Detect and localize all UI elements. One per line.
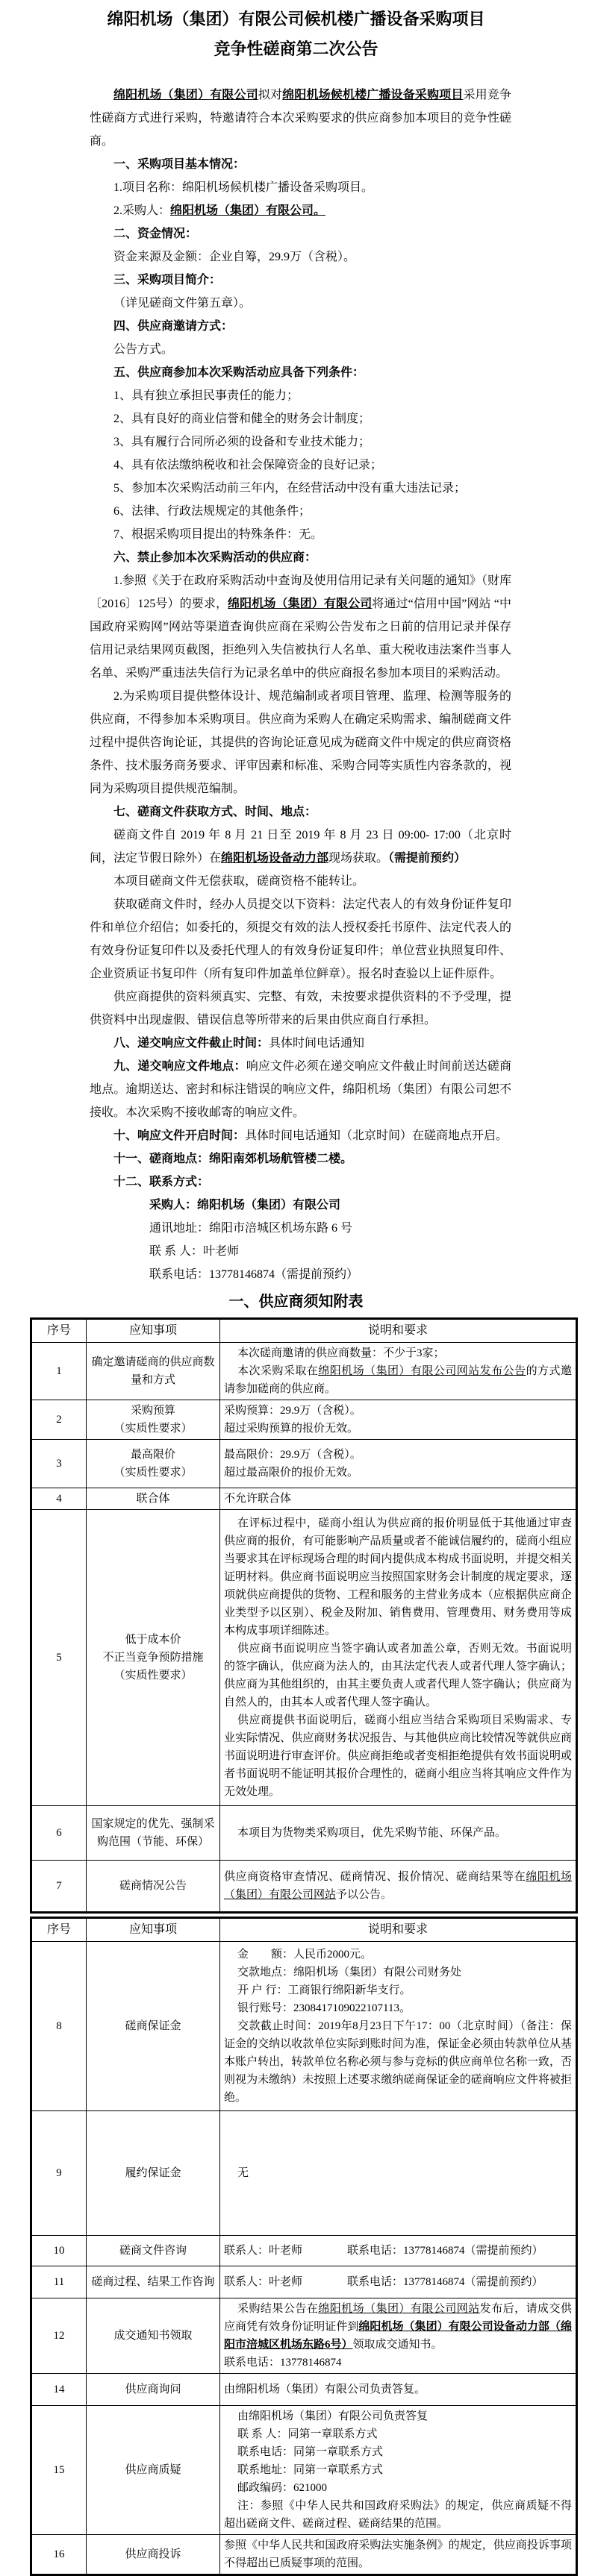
desc-line	[224, 1640, 572, 1711]
text-run: 2.为采购项目提供整体设计、规范编制或者项目管理、监理、检测等服务的供应商，不得参加本采购项目。供应商为采购人在确定采购需求、编制磋商文件过程中提供咨询论证，其提供的咨询论证意见成为磋商文件中规定的供应商资格条件、技术服务商务要求、评审因素和标准、采购合同等实质性内容条款的，视同为采购项目提供规范编制。	[90, 690, 511, 795]
text-run: 银行账号：2308417109022107113。	[237, 2002, 411, 2014]
text-run: 绵阳机场（集团）有限公司网站	[224, 1871, 572, 1901]
notice-item	[87, 2236, 220, 2266]
text-run: 无	[237, 2167, 249, 2179]
text-run: 由绵阳机场（集团）有限公司负责答复。	[224, 2384, 426, 2395]
row-number: 4	[31, 1488, 87, 1510]
text-run: 现场获取。	[328, 852, 389, 865]
table-row-7	[31, 1861, 577, 1913]
item-line: 磋商文件咨询	[119, 2245, 187, 2257]
text-run: 1.项目名称：绵阳机场候机楼广播设备采购项目。	[113, 181, 374, 194]
item-line: 磋商过程、结果工作咨询	[91, 2276, 215, 2288]
desc-line	[224, 2497, 572, 2533]
requirement-text	[220, 2406, 577, 2535]
text-run: 通讯地址：绵阳市涪城区机场东路 6 号	[149, 1222, 353, 1235]
column-header-1: 序号	[31, 1918, 87, 1942]
desc-line	[224, 2479, 572, 2497]
desc-line	[224, 1999, 572, 2017]
paragraph-30	[90, 1147, 511, 1171]
text-run: 联系电话：同第一章联系方式	[237, 2446, 384, 2458]
text-run: 七、磋商文件获取方式、时间、地点：	[113, 806, 317, 818]
desc-line	[224, 1824, 572, 1842]
text-run: 将通过“信用中国”网站 “中国政府采购网”网站等渠道查询供应商在采购公告发布之日前的信用记录并保存信用记录结果网页截图，拒绝列入失信被执行人名单、重大税收违法案件当事人名单、采购严重违法失信行为记录名单中的供应商报名参加本项目的采购活动。	[90, 598, 511, 680]
text-run: 联 系 人：叶老师	[149, 1245, 240, 1258]
desc-line	[224, 2242, 572, 2260]
text-run: 金 额：人民币2000元。	[237, 1949, 373, 1961]
paragraph-24	[90, 870, 511, 893]
text-run: 供应商书面说明应当签字确认或者加盖公章，否则无效。书面说明的签字确认，供应商为法人的，由其法定代表人或者代理人签字确认；供应商为其他组织的，由其主要负责人或者代理人签字确认；供应商为自然人的，由其本人或者代理人签字确认。	[224, 1643, 572, 1708]
notice-item	[87, 1343, 220, 1400]
table-row-1	[31, 1343, 577, 1400]
desc-line	[224, 2536, 572, 2572]
text-run: 四、供应商邀请方式：	[113, 320, 234, 333]
table-row-16	[31, 2535, 577, 2575]
desc-line	[224, 2273, 572, 2291]
requirement-text	[220, 1400, 577, 1440]
text-run: 交款地点：绵阳机场（集团）有限公司财务处	[237, 1967, 462, 1978]
paragraph-8	[90, 292, 511, 315]
document-title-line2: 竞争性磋商第二次公告	[214, 40, 378, 58]
item-line: 磋商保证金	[125, 2020, 181, 2032]
row-number: 7	[31, 1861, 87, 1913]
table-row-14	[31, 2374, 577, 2406]
paragraph-22	[90, 800, 511, 824]
text-run: 磋商文件自 2019 年 8 月 21 日至 2019 年 8 月 23 日 09:00- 17:00（北京时间，法定节假日除外）在	[90, 829, 511, 865]
item-line: 国家规定的优先、强制采购范围（节能、环保）	[91, 1818, 215, 1848]
text-run: 予以公告。	[336, 1889, 393, 1901]
notice-item	[87, 2266, 220, 2298]
desc-line	[224, 1420, 572, 1438]
desc-line	[224, 1344, 572, 1362]
paragraph-33	[149, 1217, 511, 1240]
item-line: （实质性要求）	[113, 1670, 193, 1682]
text-run: 在评标过程中，磋商小组认为供应商的报价明显低于其他通过审查供应商的报价，有可能影响产品质量或者不能诚信履约的，磋商小组应当要求其在评标现场合理的时间内提供成本构成书面说明，并提交相关证明材料。供应商书面说明应当按照国家财务会计制度的规定要求，逐项就供应商提供的货物、工程和服务的主营业务成本（应根据供应商企业类型予以区别）、税金及附加、销售费用、管理费用、财务费用等成本构成事项详细陈述。	[224, 1517, 572, 1637]
paragraph-5	[90, 222, 511, 245]
paragraph-3	[90, 176, 511, 199]
text-run: 本项目为货物类采购项目，优先采购节能、环保产品。	[237, 1827, 507, 1839]
supplier-notice-table-1	[30, 1317, 578, 1914]
header-row	[31, 1319, 577, 1343]
text-run: 采购人：绵阳机场（集团）有限公司	[149, 1199, 341, 1212]
row-number: 1	[31, 1343, 87, 1400]
text-run: 超过采购预算的报价无效。	[224, 1423, 359, 1435]
notice-item	[87, 2298, 220, 2374]
paragraph-17	[90, 500, 511, 523]
paragraph-31	[90, 1171, 511, 1194]
notice-item	[87, 2374, 220, 2406]
text-run: 联 系 人：同第一章联系方式	[237, 2428, 378, 2440]
table-row-4	[31, 1488, 577, 1510]
paragraph-7	[90, 269, 511, 292]
notice-item	[87, 1861, 220, 1913]
notice-item	[87, 2406, 220, 2535]
text-run: 绵阳机场（集团）有限公司	[113, 89, 258, 101]
row-number: 6	[31, 1806, 87, 1861]
paragraph-10	[90, 338, 511, 361]
item-line: 联合体	[136, 1493, 170, 1505]
requirement-text	[220, 2266, 577, 2298]
table-row-10	[31, 2236, 577, 2266]
text-run: 联系电话：13778146874	[224, 2357, 342, 2369]
column-header-3: 说明和要求	[220, 1918, 577, 1942]
desc-line	[224, 2300, 572, 2354]
text-run: 1.参照《关于在政府采购活动中查询及使用信用记录有关问题的通知》（财库〔2016〕125号）的要求，	[90, 574, 511, 610]
paragraph-34	[149, 1240, 511, 1263]
text-run: 具体时间电话通知	[269, 1037, 365, 1050]
announcement-body	[90, 84, 511, 1286]
desc-line	[224, 2354, 572, 2372]
text-run: 采购结果公告在	[237, 2303, 319, 2315]
text-run: 八、递交响应文件截止时间：	[113, 1037, 269, 1050]
paragraph-11	[90, 361, 511, 384]
notice-item	[87, 1400, 220, 1440]
row-number: 10	[31, 2236, 87, 2266]
desc-line	[224, 1514, 572, 1640]
table-row-12	[31, 2298, 577, 2374]
desc-line	[224, 1362, 572, 1398]
paragraph-20	[90, 569, 511, 685]
item-line: 低于成本价	[125, 1634, 181, 1646]
paragraph-2	[90, 153, 511, 176]
requirement-text	[220, 2374, 577, 2406]
text-run: 绵阳机场（集团）有限公司	[228, 598, 373, 610]
text-run: 联系人：叶老师 联系电话：13778146874（需提前预约）	[224, 2245, 543, 2257]
row-number: 3	[31, 1440, 87, 1488]
text-run: 2、具有良好的商业信誉和健全的财务会计制度；	[113, 413, 371, 425]
table-row-3	[31, 1440, 577, 1488]
text-run: 绵阳机场（集团）有限公司设备动力部（绵阳市涪城区机场东路6号）	[224, 2321, 572, 2351]
text-run: 供应商提供的资料须真实、完整、有效，未按要求提供资料的不予受理，提供资料中出现虚假、错误信息等所带来的后果由供应商自行承担。	[90, 991, 511, 1027]
text-run: 本次磋商邀请的供应商数量：不少于3家；	[237, 1347, 445, 1359]
table-row-9	[31, 2111, 577, 2236]
notice-item	[87, 1488, 220, 1510]
item-line: 供应商询问	[125, 2384, 181, 2395]
paragraph-1	[90, 84, 511, 153]
notice-item	[87, 1942, 220, 2111]
paragraph-28	[90, 1055, 511, 1124]
text-run: 绵阳机场（集团）有限公司网站	[318, 2303, 480, 2315]
item-line: 磋商情况公告	[119, 1880, 187, 1892]
paragraph-32	[149, 1194, 511, 1217]
paragraph-25	[90, 893, 511, 985]
text-run: 3、具有履行合同所必须的设备和专业技术能力；	[113, 436, 371, 448]
table-row-8	[31, 1942, 577, 2111]
text-run: 由绵阳机场（集团）有限公司负责答复	[237, 2410, 429, 2422]
notice-item	[87, 1806, 220, 1861]
text-run: 六、禁止参加本次采购活动的供应商：	[113, 551, 317, 564]
item-line: 履约保证金	[125, 2167, 181, 2179]
text-run: 绵阳机场设备动力部	[221, 852, 329, 865]
text-run: 4、具有依法缴纳税收和社会保障资金的良好记录；	[113, 459, 383, 471]
desc-line	[224, 2017, 572, 2107]
column-header-1: 序号	[31, 1319, 87, 1343]
desc-line	[224, 1868, 572, 1904]
text-run: 联系人：叶老师 联系电话：13778146874（需提前预约）	[224, 2276, 543, 2288]
text-run: 2.采购人：	[113, 204, 171, 217]
text-run: 7、根据采购项目提出的特殊条件：无。	[113, 528, 323, 541]
desc-line	[224, 2164, 572, 2182]
text-run: 采购预算：29.9万（含税）。	[224, 1405, 361, 1417]
desc-line	[224, 1981, 572, 1999]
text-run: 1、具有独立承担民事责任的能力；	[113, 389, 299, 402]
item-line: 采购预算	[130, 1405, 175, 1417]
text-run: 三、采购项目简介：	[113, 274, 222, 286]
text-run: 十、响应文件开启时间：	[113, 1129, 246, 1142]
notice-item	[87, 1510, 220, 1806]
text-run: 交款截止时间：2019年8月23日下午17：00（北京时间）（备注：保证金的交纳以收款单位实际到账时间为准，保证金必须由转款单位从基本账户转出，转款单位名称必须与参与竞标的供应商单位名称一致，否则视为未缴纳）未按照上述要求缴纳磋商保证金的磋商响应文件将被拒绝。	[224, 2020, 572, 2104]
desc-line	[224, 1490, 572, 1508]
row-number: 15	[31, 2406, 87, 2535]
paragraph-9	[90, 315, 511, 338]
paragraph-16	[90, 477, 511, 500]
row-number: 8	[31, 1942, 87, 2111]
notice-item	[87, 1440, 220, 1488]
text-run: 十二、联系方式：	[113, 1176, 210, 1188]
text-run: 十一、磋商地点：绵阳南郊机场航管楼二楼。	[113, 1153, 353, 1165]
column-header-2: 应知事项	[87, 1319, 220, 1343]
column-header-3: 说明和要求	[220, 1319, 577, 1343]
row-number: 12	[31, 2298, 87, 2374]
text-run: 获取磋商文件时，经办人员提交以下资料：法定代表人的有效身份证件复印件和单位介绍信；如委托的，须提交有效的法人授权委托书原件、法定代表人的有效身份证复印件以及委托代理人的有效身份证复印件；单位营业执照复印件、企业资质证书复印件（所有复印件加盖单位鲜章）。报名时查验以上证件原件。	[90, 898, 511, 980]
paragraph-12	[90, 384, 511, 407]
column-header-2: 应知事项	[87, 1918, 220, 1942]
text-run: （需提前预约）	[388, 852, 467, 865]
item-line: 不正当竞争预防措施	[102, 1652, 204, 1664]
requirement-text	[220, 2236, 577, 2266]
desc-line	[224, 1964, 572, 1981]
text-run: 注：参照《中华人民共和国政府采购法》的规定，供应商质疑不得超出磋商文件、磋商过程、磋商结果的范围。	[224, 2500, 572, 2530]
table-row-6	[31, 1806, 577, 1861]
desc-line	[224, 2407, 572, 2425]
item-line: 供应商质疑	[125, 2464, 181, 2476]
row-number: 14	[31, 2374, 87, 2406]
text-run: 5、参加本次采购活动前三年内，在经营活动中没有重大违法记录；	[113, 482, 467, 495]
desc-line	[224, 2443, 572, 2461]
paragraph-4	[90, 199, 511, 222]
text-run: 的方式邀请参加磋商的供应商。	[224, 1365, 572, 1395]
text-run: 绵阳机场（集团）有限公司。	[170, 204, 326, 217]
desc-line	[224, 1464, 572, 1482]
text-run: 联系电话：13778146874（需提前预约）	[149, 1268, 359, 1281]
paragraph-15	[90, 454, 511, 477]
text-run: 供应商资格审查情况、磋商情况、报价情况、磋商结果等在	[224, 1871, 526, 1883]
row-number: 16	[31, 2535, 87, 2575]
text-run: 最高限价：29.9万（含税）。	[224, 1449, 361, 1461]
desc-line	[224, 2461, 572, 2479]
paragraph-23	[90, 824, 511, 870]
text-run: 本次采购采取在	[237, 1365, 319, 1377]
text-run: 一、采购项目基本情况：	[113, 158, 246, 171]
item-line: 成交通知书领取	[113, 2330, 193, 2342]
annex-table-heading: 一、供应商须知附表	[228, 1294, 364, 1310]
paragraph-35	[149, 1263, 511, 1286]
paragraph-6	[90, 245, 511, 269]
text-run: 6、法律、行政法规规定的其他条件；	[113, 505, 311, 518]
requirement-text	[220, 1343, 577, 1400]
paragraph-18	[90, 523, 511, 546]
table-row-2	[31, 1400, 577, 1440]
text-run: 联系地址：同第一章联系方式	[237, 2464, 384, 2476]
item-line: 确定邀请磋商的供应商数量和方式	[91, 1356, 215, 1386]
desc-line	[224, 1711, 572, 1801]
text-run: 发布后，请成交供应商凭有效身份证明证件到	[224, 2303, 572, 2333]
item-line: （实质性要求）	[113, 1467, 193, 1479]
requirement-text	[220, 1488, 577, 1510]
text-run: 参照《中华人民共和国政府采购法实施条例》的规定，供应商投诉事项不得超出已质疑事项的范围。	[224, 2539, 572, 2569]
paragraph-29	[90, 1124, 511, 1147]
text-run: 绵阳机场（集团）有限公司网站发布公告	[318, 1365, 526, 1377]
desc-line	[224, 1946, 572, 1964]
paragraph-19	[90, 546, 511, 569]
text-run: 超过最高限价的报价无效。	[224, 1467, 359, 1479]
notice-item	[87, 2111, 220, 2236]
item-line: （实质性要求）	[113, 1423, 193, 1435]
text-run: 具体时间电话通知（北京时间）在磋商地点开启。	[245, 1129, 508, 1142]
text-run: 拟对	[258, 89, 283, 101]
requirement-text	[220, 2298, 577, 2374]
text-run: 公告方式。	[113, 343, 174, 356]
notice-item	[87, 2535, 220, 2575]
text-run: 开 户 行：工商银行绵阳新华支行。	[237, 1984, 411, 1996]
requirement-text	[220, 1806, 577, 1861]
requirement-text	[220, 2111, 577, 2236]
text-run: 九、递交响应文件地点：	[113, 1060, 246, 1073]
text-run: （详见磋商文件第五章）。	[113, 297, 252, 310]
text-run: 二、资金情况：	[113, 228, 198, 240]
desc-line	[224, 1446, 572, 1464]
paragraph-26	[90, 985, 511, 1032]
desc-line	[224, 1402, 572, 1420]
text-run: 响应文件必须在递交响应文件截止时间前送达磋商地点。逾期送达、密封和标注错误的响应文件，绵阳机场（集团）有限公司恕不接收。本次采购不接收邮寄的响应文件。	[90, 1060, 511, 1119]
table-row-5	[31, 1510, 577, 1806]
supplier-notice-table-2	[30, 1917, 578, 2576]
row-number: 9	[31, 2111, 87, 2236]
text-run: 五、供应商参加本次采购活动应具备下列条件：	[113, 366, 365, 379]
text-run: 资金来源及金额：企业自筹，29.9万（含税）。	[113, 251, 356, 263]
document-title-line1: 绵阳机场（集团）有限公司候机楼广播设备采购项目	[107, 10, 485, 28]
item-line: 最高限价	[130, 1449, 175, 1461]
text-run: 邮政编码：621000	[237, 2482, 328, 2494]
requirement-text	[220, 1942, 577, 2111]
requirement-text	[220, 1861, 577, 1913]
desc-line	[224, 2381, 572, 2398]
header-row	[31, 1918, 577, 1942]
text-run: 供应商提供书面说明后，磋商小组应当结合采购项目采购需求、专业实际情况、供应商财务状况报告、与其他供应商比较情况等就供应商书面说明进行审查评价。供应商拒绝或者变相拒绝提供有效书面说明或者书面说明不能证明其报价合理性的，磋商小组应当将其响应文件作为无效处理。	[224, 1714, 572, 1798]
text-run: 采用竞争性磋商方式进行采购，特邀请符合本次采购要求的供应商参加本项目的竞争性磋商。	[90, 89, 511, 148]
row-number: 2	[31, 1400, 87, 1440]
paragraph-13	[90, 407, 511, 430]
row-number: 11	[31, 2266, 87, 2298]
requirement-text	[220, 1440, 577, 1488]
item-line: 供应商投诉	[125, 2548, 181, 2560]
requirement-text	[220, 2535, 577, 2575]
table-row-15	[31, 2406, 577, 2535]
requirement-text	[220, 1510, 577, 1806]
paragraph-14	[90, 430, 511, 454]
text-run: 不允许联合体	[224, 1493, 292, 1505]
row-number: 5	[31, 1510, 87, 1806]
text-run: 绵阳机场候机楼广播设备采购项目	[282, 89, 464, 101]
desc-line	[224, 2425, 572, 2443]
paragraph-27	[90, 1032, 511, 1055]
table-row-11	[31, 2266, 577, 2298]
text-run: 本项目磋商文件无偿获取，磋商资格不能转让。	[113, 875, 365, 888]
paragraph-21	[90, 685, 511, 800]
text-run: 领取成交通知书。	[352, 2339, 443, 2351]
